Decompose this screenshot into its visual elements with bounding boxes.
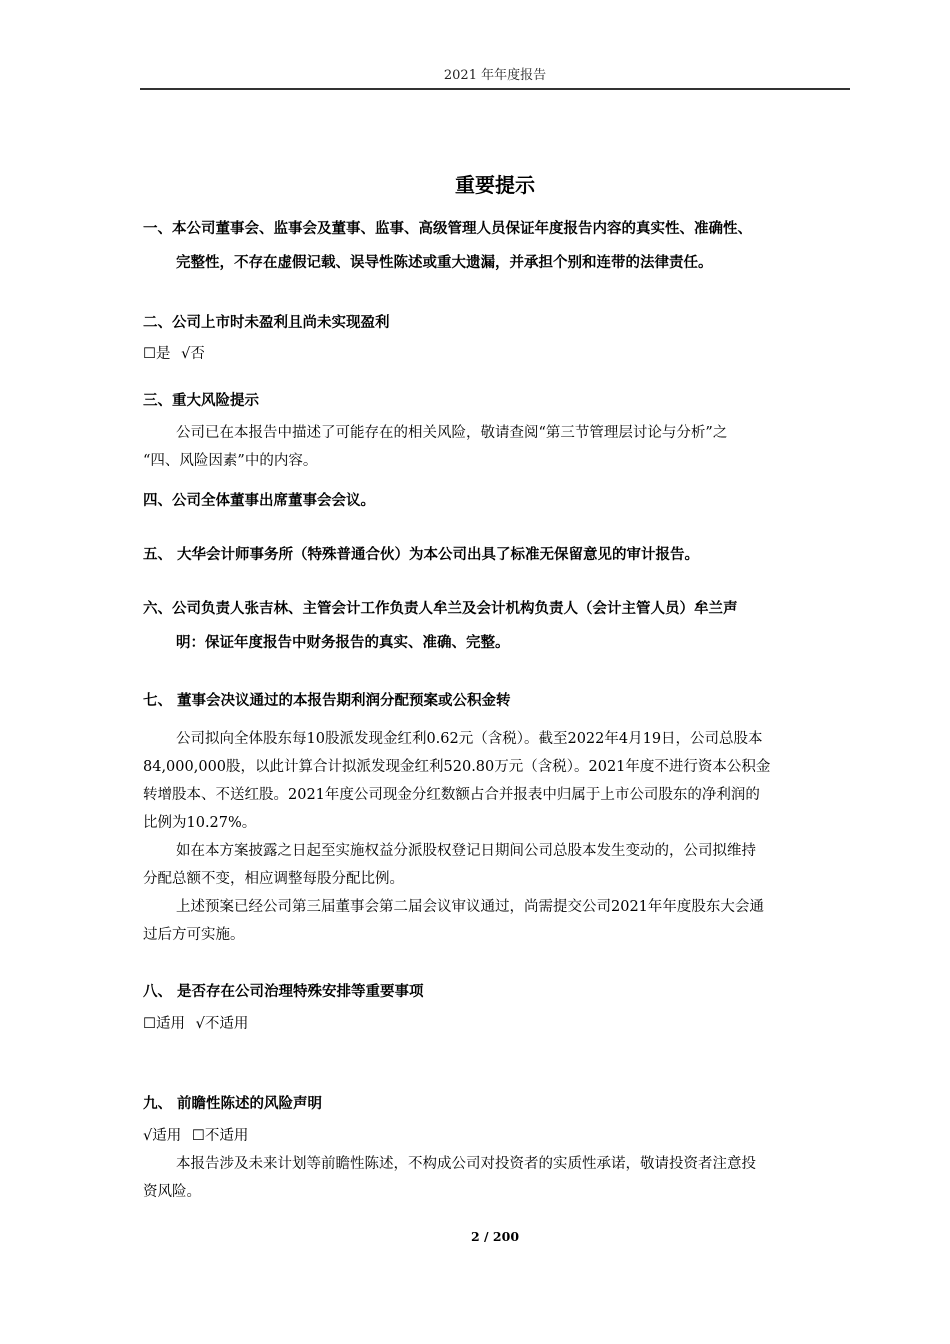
section-9-body	[143, 1150, 853, 1206]
option-yes-checkbox: ☐是	[143, 346, 171, 362]
option-not-applicable-checkbox: ☐不适用	[191, 1128, 249, 1144]
section-7-body	[143, 725, 853, 949]
section-8-heading: 八、 是否存在公司治理特殊安排等重要事项	[143, 984, 424, 1000]
section-5-heading: 五、 大华会计师事务所（特殊普通合伙）为本公司出具了标准无保留意见的审计报告。	[143, 547, 700, 563]
section-9-options	[143, 1122, 853, 1150]
option-applicable-checkbox: ☐适用	[143, 1016, 185, 1032]
section-1-line-1: 一、本公司董事会、监事会及董事、监事、高级管理人员保证年度报告内容的真实性、准确性、	[143, 221, 752, 237]
option-applicable-checked: √适用	[143, 1128, 182, 1144]
section-2-options	[143, 340, 853, 368]
section-1-line-2: 完整性，不存在虚假记载、误导性陈述或重大遗漏，并承担个别和连带的法律责任。	[176, 255, 713, 271]
option-no-checked: √否	[181, 346, 205, 362]
section-6	[143, 592, 853, 660]
section-3-heading: 三、重大风险提示	[143, 393, 259, 409]
section-3-body	[143, 419, 853, 475]
section-7-heading: 七、 董事会决议通过的本报告期利润分配预案或公积金转	[143, 693, 511, 709]
page-header: 2021 年年度报告	[443, 68, 547, 83]
section-7-line: 公司拟向全体股东每10股派发现金红利0.62元（含税）。截至2022年4月19日，公司总股本	[176, 731, 763, 747]
section-9-line-1: 本报告涉及未来计划等前瞻性陈述，不构成公司对投资者的实质性承诺，敬请投资者注意投	[176, 1156, 756, 1172]
section-6-line-2: 明：保证年度报告中财务报告的真实、准确、完整。	[176, 635, 510, 651]
option-not-applicable-checked: √不适用	[195, 1016, 249, 1032]
section-9-heading: 九、 前瞻性陈述的风险声明	[143, 1096, 323, 1112]
section-7-line: 比例为10.27%。	[143, 815, 257, 831]
header-divider	[140, 88, 850, 90]
section-7-line: 转增股本、不送红股。2021年度公司现金分红数额占合并报表中归属于上市公司股东的净利润的	[143, 787, 760, 803]
section-9-line-2: 资风险。	[143, 1184, 201, 1200]
section-8-options	[143, 1010, 853, 1038]
section-7-line: 84,000,000股，以此计算合计拟派发现金红利520.80万元（含税）。2021年度不进行资本公积金	[143, 759, 771, 775]
section-1	[143, 212, 853, 280]
page-title: 重要提示	[455, 173, 535, 197]
section-7-line: 如在本方案披露之日起至实施权益分派股权登记日期间公司总股本发生变动的，公司拟维持	[176, 843, 756, 859]
section-3-line-1: 公司已在本报告中描述了可能存在的相关风险，敬请查阅“第三节管理层讨论与分析”之	[176, 425, 728, 441]
section-2-heading: 二、公司上市时未盈利且尚未实现盈利	[143, 315, 390, 331]
section-4-heading: 四、公司全体董事出席董事会会议。	[143, 493, 375, 509]
section-7-line: 分配总额不变，相应调整每股分配比例。	[143, 871, 404, 887]
page-number: 2 / 200	[470, 1229, 520, 1244]
section-7-line: 过后方可实施。	[143, 927, 245, 943]
section-6-line-1: 六、公司负责人张吉林、主管会计工作负责人牟兰及会计机构负责人（会计主管人员）牟兰声	[143, 601, 738, 617]
section-3-line-2: “四、风险因素”中的内容。	[143, 453, 318, 469]
section-7-line: 上述预案已经公司第三届董事会第二届会议审议通过，尚需提交公司2021年年度股东大会通	[176, 899, 764, 915]
